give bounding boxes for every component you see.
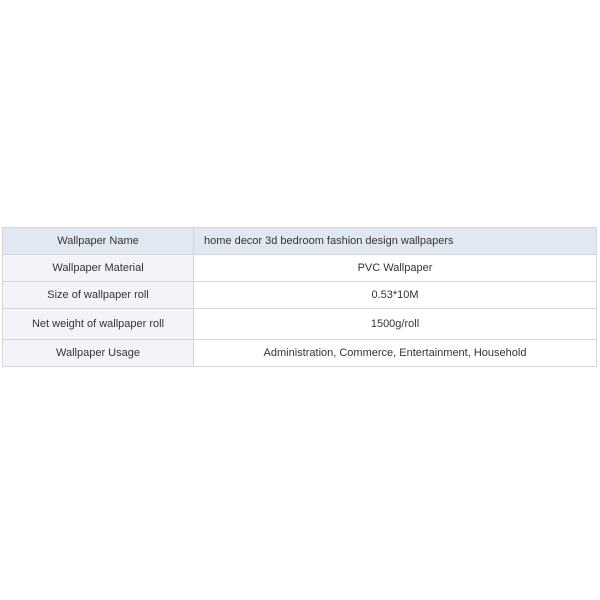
spec-value-roll-size: 0.53*10M <box>194 282 597 309</box>
spec-value-usage: Administration, Commerce, Entertainment, Household <box>194 340 597 367</box>
table-row <box>3 255 597 282</box>
spec-label-usage: Wallpaper Usage <box>3 340 194 367</box>
spec-label-roll-size: Size of wallpaper roll <box>3 282 194 309</box>
spec-value-name: home decor 3d bedroom fashion design wallpapers <box>194 228 597 255</box>
spec-value-net-weight: 1500g/roll <box>194 309 597 340</box>
spec-label-net-weight: Net weight of wallpaper roll <box>3 309 194 340</box>
table-row <box>3 282 597 309</box>
table-row <box>3 340 597 367</box>
spec-value-material: PVC Wallpaper <box>194 255 597 282</box>
wallpaper-spec-table <box>2 227 597 367</box>
table-row <box>3 309 597 340</box>
spec-label-material: Wallpaper Material <box>3 255 194 282</box>
table-row <box>3 228 597 255</box>
spec-label-name: Wallpaper Name <box>3 228 194 255</box>
